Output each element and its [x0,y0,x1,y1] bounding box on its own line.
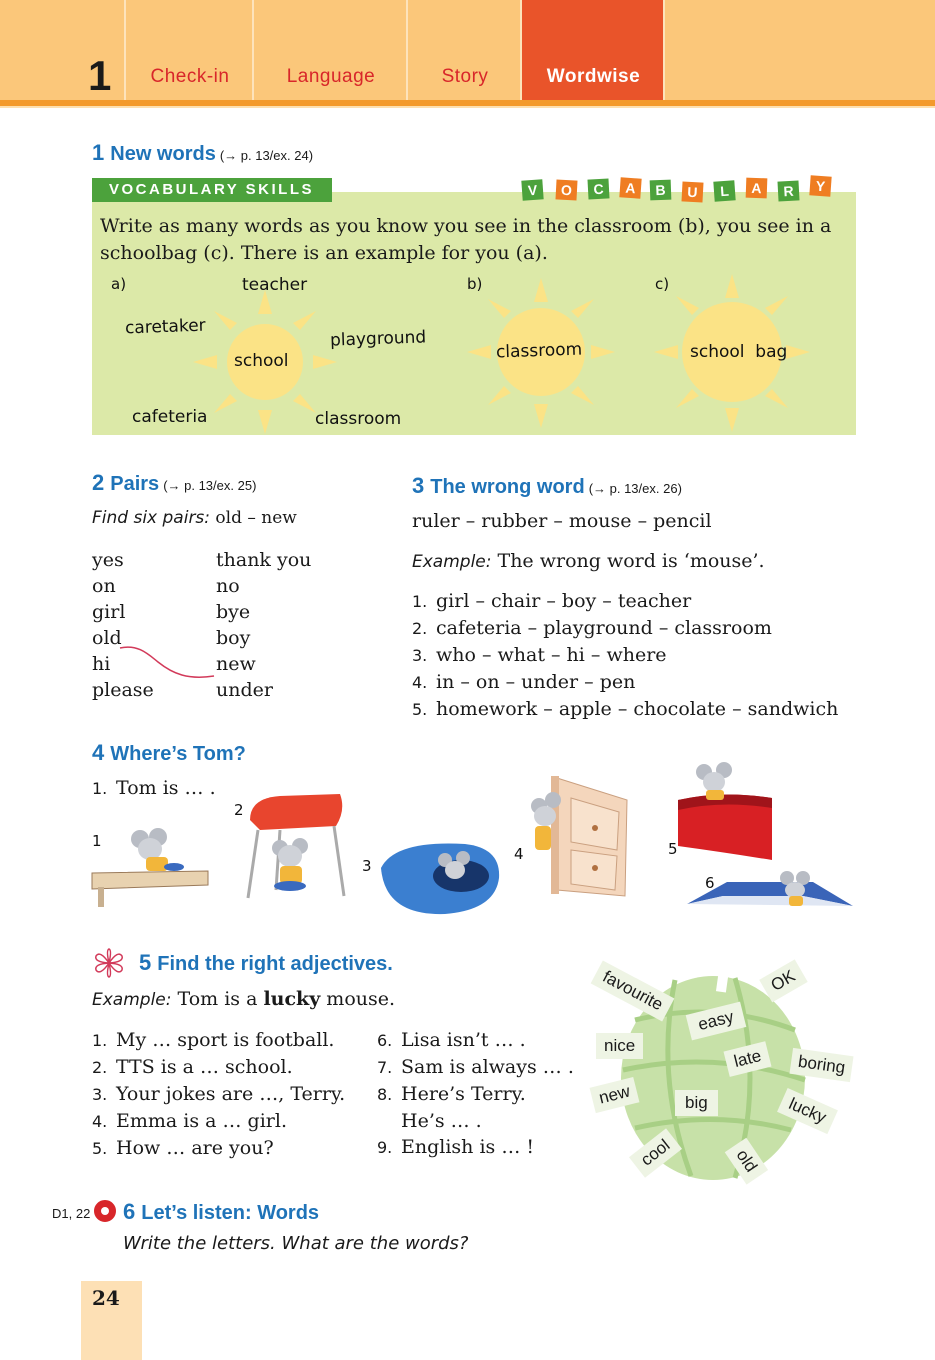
item-text: cafeteria – playground – classroom [436,617,772,639]
tile: V [521,179,543,200]
pair-word: thank you [216,549,312,571]
item-number: 7. [377,1058,393,1077]
pair-word: on [92,575,116,597]
word-card: favourite [591,960,675,1021]
sun-b-center-word: classroom [495,339,583,363]
word-card: late [723,1041,771,1077]
ex6-number: 6 [123,1199,136,1224]
ex6-instruction: Write the letters. What are the words? [123,1233,469,1254]
pair-word: old [92,627,122,649]
item-number: 5. [412,700,428,719]
handwritten-word: playground [329,327,427,351]
item-number: 9. [377,1138,393,1157]
item-text: Lisa isn’t … . [401,1029,526,1051]
pair-word: please [92,679,154,701]
ex2-instruction-example: old – new [210,508,297,528]
handwritten-word: classroom [315,409,402,429]
mouse-in-schoolbag-picture [375,838,505,920]
ex1-heading [92,140,313,166]
tile: L [713,180,735,201]
ex3-ref: (→ p. 13/ex. 26) [588,481,682,496]
ex1-instruction: Write as many words as you know you see in the classroom (b), you see in a schoolbag (c). There is an example for you (a). [100,215,832,264]
pair-word: bye [216,601,251,623]
picture-label: 3 [362,857,372,875]
ex5-example-bold: lucky [263,988,321,1010]
word-card: boring [789,1048,853,1082]
item-text: TTS is a … school. [116,1056,293,1078]
list-item [377,1054,587,1081]
ex4-first-item [92,777,216,799]
pair-word: hi [92,653,111,675]
ex6-heading [123,1199,319,1225]
item-text: How … are you? [116,1137,274,1159]
item-text: English is … ! [401,1136,534,1158]
header-spacer [663,0,935,100]
item-number: 2. [92,1058,108,1077]
item-text: Here’s Terry. [401,1083,526,1105]
item-number: 6. [377,1031,393,1050]
ex1-number: 1 [92,140,105,165]
tile: A [619,177,641,198]
list-item [377,1134,587,1161]
handwritten-word: cafeteria [132,407,208,427]
mouse-on-table-picture [90,815,210,910]
word-card: old [725,1138,768,1185]
pair-word: under [216,679,273,701]
cd-icon [91,1197,119,1225]
list-item [412,588,872,615]
word-card: easy [686,1002,747,1041]
item-text: He’s … . [401,1110,482,1132]
item-text: Emma is a … girl. [116,1110,287,1132]
cd-track-ref: D1, 22 [52,1206,91,1221]
tab-label: Language [286,66,376,87]
pair-word: new [216,653,256,675]
ex3-heading [412,473,682,499]
part-a-label: a) [111,275,127,293]
list-item [92,1027,382,1054]
tab-language[interactable] [252,0,408,100]
mouse-under-book-picture [683,868,858,918]
ex5-number: 5 [139,950,152,975]
item-number: 2. [412,619,428,638]
item-number: 1. [412,592,428,611]
picture-label: 5 [668,840,678,858]
word-card: new [590,1077,640,1113]
ex6-title: Let’s listen: Words [141,1202,320,1224]
item-number: 3. [412,646,428,665]
word-cards [595,960,847,1190]
list-item [92,1108,382,1135]
pair-word: no [216,575,240,597]
item-text: Your jokes are …, Terry. [116,1083,346,1105]
handwritten-word: teacher [242,275,308,295]
handwritten-word: caretaker [124,315,206,339]
ex2-instruction [92,508,297,528]
item-text: girl – chair – boy – teacher [436,590,692,612]
tab-label: Story [441,66,489,87]
unit-number: 1 [88,52,112,99]
ex5-heading [139,950,393,976]
ex5-example-post: mouse. [320,988,396,1010]
mouse-next-to-cupboard-picture [515,770,640,900]
ex2-right-column [216,547,356,703]
word-card: big [675,1090,718,1116]
item-number: 4. [92,1112,108,1131]
ex4-heading [92,740,246,766]
ex3-list [412,588,872,723]
ex2-title: Pairs [110,473,160,495]
part-b-label: b) [467,275,483,293]
pair-word: girl [92,601,126,623]
ex2-ref: (→ p. 13/ex. 25) [163,478,257,493]
item-number: 3. [92,1085,108,1104]
word-card: cool [629,1128,682,1178]
item-number: 4. [412,673,428,692]
item-text: homework – apple – chocolate – sandwich [436,698,839,720]
ex3-title: The wrong word [430,476,585,498]
ex5-example-pre: Tom is a [171,988,264,1010]
tile: C [587,178,609,199]
list-item [412,642,872,669]
word-card: lucky [777,1088,838,1134]
ex5-list-col2 [377,1027,587,1161]
pair-word: boy [216,627,251,649]
ex5-example-label: Example: [92,990,172,1010]
mouse-on-pencil-case-picture [672,760,777,865]
pair-connecting-line [118,640,218,684]
ex5-example [92,988,395,1010]
list-item [92,1135,382,1162]
tile: O [555,179,577,200]
item-number: 1. [92,1031,108,1050]
ex3-number: 3 [412,473,425,498]
picture-label: 6 [705,874,715,892]
tab-check-in[interactable] [124,0,254,100]
list-item [377,1108,587,1134]
ex5-list-col1 [92,1027,382,1162]
tile: U [681,181,703,202]
list-item [412,615,872,642]
list-item [412,669,872,696]
ex3-example [412,550,765,572]
item-text: Tom is … . [116,777,216,799]
vocabulary-tiles [520,178,840,204]
mouse-under-chair-picture [240,790,350,900]
ex4-title: Where’s Tom? [110,743,246,765]
tile: Y [809,175,831,196]
pair-word: yes [92,549,124,571]
ex2-heading [92,470,256,496]
list-item [92,1081,382,1108]
list-item [412,696,872,723]
list-item [92,1054,382,1081]
ex2-number: 2 [92,470,105,495]
tile: A [746,178,768,199]
header-divider-light [0,106,935,108]
item-number: 1. [92,779,108,798]
tab-wordwise[interactable] [520,0,665,100]
item-number: 8. [377,1085,393,1104]
tile: B [650,180,672,201]
ex5-title: Find the right adjectives. [157,953,393,975]
picture-label: 1 [92,832,102,850]
picture-label: 2 [234,801,244,819]
word-card: nice [596,1033,643,1059]
list-item [377,1081,587,1108]
item-text: who – what – hi – where [436,644,667,666]
ex1-ref: (→ p. 13/ex. 24) [219,148,314,163]
picture-label: 4 [514,845,524,863]
page-number: 24 [92,1286,120,1310]
ex4-number: 4 [92,740,105,765]
sun-a-center-word: school [234,351,289,371]
item-text: My … sport is football. [116,1029,335,1051]
item-text: in – on – under – pen [436,671,636,693]
ex3-example-label: Example: [412,552,492,572]
ex2-instruction-italic: Find six pairs: [92,508,211,528]
tile: R [777,180,799,201]
word-card: OK [759,960,807,1003]
tab-label: Wordwise [546,66,641,87]
part-c-label: c) [655,275,670,293]
vocabulary-skills-label: VOCABULARY SKILLS [92,178,332,202]
tab-label: Check-in [150,66,230,87]
ex3-sample: ruler – rubber – mouse – pencil [412,510,712,532]
flower-icon [92,948,126,978]
ex3-example-text: The wrong word is ‘mouse’. [491,550,765,572]
item-number: 5. [92,1139,108,1158]
tab-story[interactable] [406,0,522,100]
list-item [377,1027,587,1054]
ex1-title: New words [110,143,216,165]
item-text: Sam is always … . [401,1056,574,1078]
sun-c-center-word: school bag [690,342,788,362]
